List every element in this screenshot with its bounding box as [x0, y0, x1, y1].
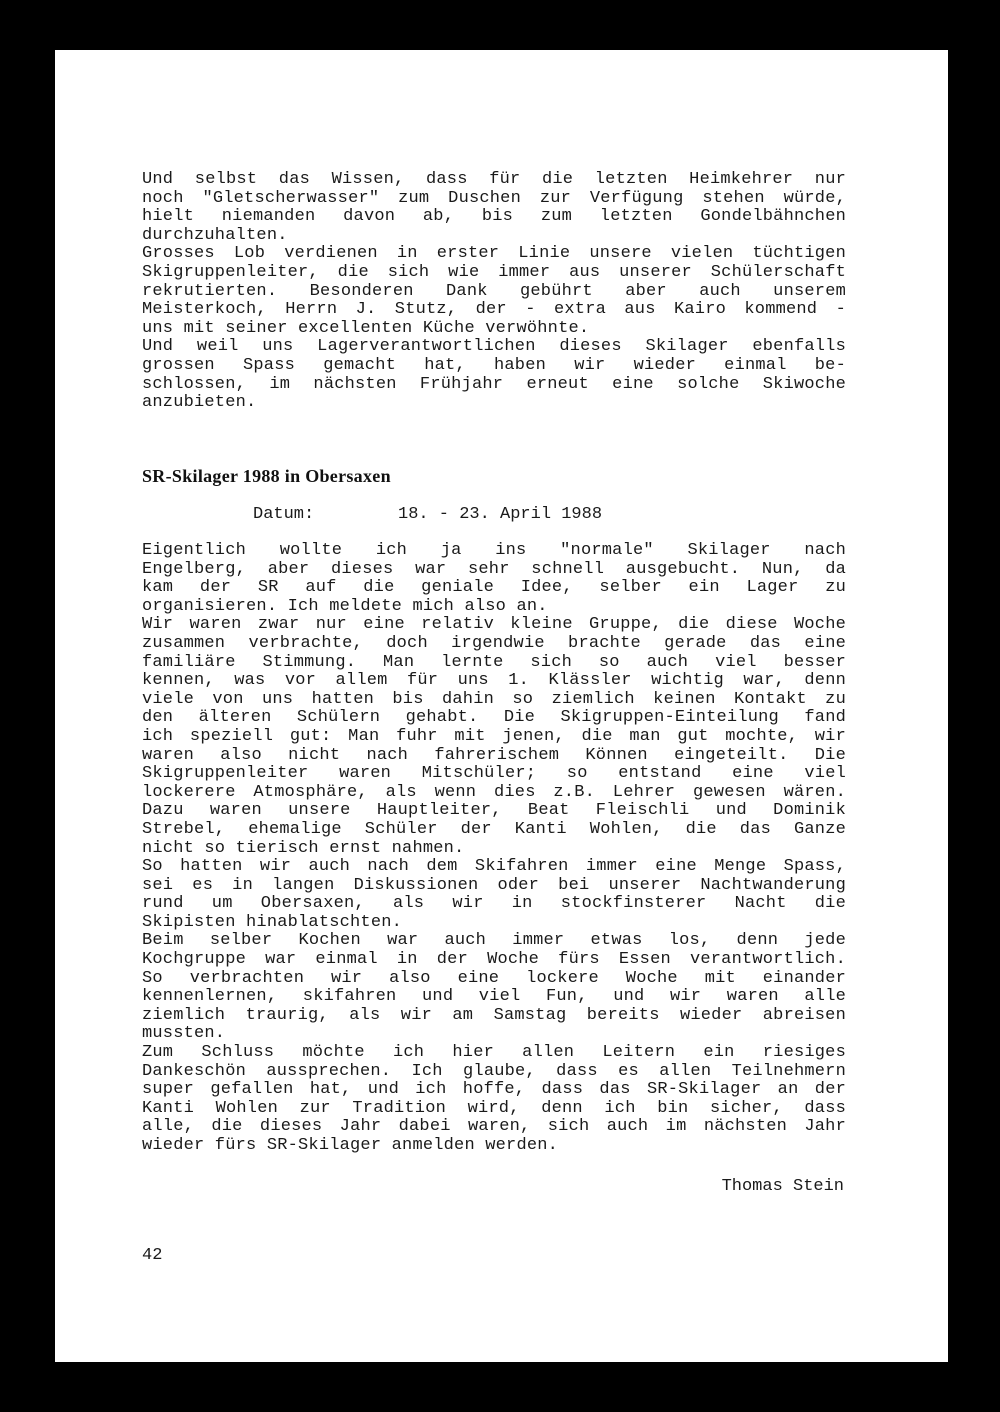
text-line: durchzuhalten.: [142, 226, 288, 245]
text-line: uns mit seiner excellenten Küche verwöhnte.: [142, 319, 590, 338]
text-line: familiäre Stimmung. Man lernte sich so auch viel besser: [142, 653, 846, 672]
text-line: nicht so tierisch ernst nahmen.: [142, 839, 465, 858]
text-line: Kanti Wohlen zur Tradition wird, denn ich bin sicher, dass: [142, 1099, 846, 1118]
text-line: wieder fürs SR-Skilager anmelden werden.: [142, 1137, 559, 1155]
section-heading: SR-Skilager 1988 in Obersaxen: [142, 466, 391, 486]
text-line: So verbrachten wir also eine lockere Woche mit einander: [142, 969, 846, 988]
text-line: waren also nicht nach fahrerischem Können eingeteilt. Die: [142, 746, 846, 765]
date-label: Datum:: [253, 505, 315, 524]
text-line: super gefallen hat, und ich hoffe, dass das SR-Skilager an der: [142, 1081, 846, 1100]
text-line: mussten.: [142, 1025, 226, 1044]
report-body: [142, 542, 846, 1156]
text-line: hielt niemanden davon ab, bis zum letzten Gondelbähnchen: [142, 208, 846, 227]
text-line: Beim selber Kochen war auch immer etwas los, denn jede: [142, 932, 846, 951]
text-line: Kochgruppe war einmal in der Woche fürs Essen verantwortlich.: [142, 951, 846, 970]
author-signature: Thomas Stein: [721, 1177, 844, 1196]
text-line: sei es in langen Diskussionen oder bei unserer Nachtwanderung: [142, 876, 846, 895]
text-line: Meisterkoch, Herrn J. Stutz, der - extra aus Kairo kommend -: [142, 301, 846, 320]
text-line: Dazu waren unsere Hauptleiter, Beat Fleischli und Dominik: [142, 802, 846, 821]
text-line: alle, die dieses Jahr dabei waren, sich auch im nächsten Jahr: [142, 1118, 846, 1137]
text-line: kennenlernen, skifahren und viel Fun, und wir waren alle: [142, 988, 846, 1007]
text-line: Strebel, ehemalige Schüler der Kanti Wohlen, die das Ganze: [142, 820, 846, 839]
text-line: Eigentlich wollte ich ja ins "normale" Skilager nach: [142, 542, 846, 560]
text-line: Zum Schluss möchte ich hier allen Leitern ein riesiges: [142, 1044, 846, 1063]
document-page: [55, 50, 948, 1362]
text-line: Und weil uns Lagerverantwortlichen dieses Skilager ebenfalls: [142, 338, 846, 357]
text-line: So hatten wir auch nach dem Skifahren immer eine Menge Spass,: [142, 858, 846, 877]
text-line: organisieren. Ich meldete mich also an.: [142, 597, 548, 616]
date-value: 18. - 23. April 1988: [398, 505, 603, 524]
text-line: Skipisten hinablatschten.: [142, 913, 403, 932]
page-number: 42: [142, 1246, 163, 1265]
text-line: lockerere Atmosphäre, als wenn dies z.B. Lehrer gewesen wären.: [142, 783, 846, 802]
text-line: kam der SR auf die geniale Idee, selber ein Lager zu: [142, 579, 846, 598]
text-line: rund um Obersaxen, als wir in stockfinsterer Nacht die: [142, 895, 846, 914]
text-line: Skigruppenleiter, die sich wie immer aus unserer Schülerschaft: [142, 263, 846, 282]
text-line: Und selbst das Wissen, dass für die letzten Heimkehrer nur: [142, 171, 846, 189]
text-line: grossen Spass gemacht hat, haben wir wieder einmal be-: [142, 356, 846, 375]
text-line: viele von uns hatten bis dahin so ziemlich keinen Kontakt zu: [142, 690, 846, 709]
text-line: Engelberg, aber dieses war sehr schnell ausgebucht. Nun, da: [142, 560, 846, 579]
text-line: rekrutierten. Besonderen Dank gebührt aber auch unserem: [142, 282, 846, 301]
text-line: ziemlich traurig, als wir am Samstag bereits wieder abreisen: [142, 1006, 846, 1025]
text-line: kennen, was vor allem für uns 1. Klässler wichtig war, denn: [142, 672, 846, 691]
text-line: schlossen, im nächsten Frühjahr erneut eine solche Skiwoche: [142, 375, 846, 394]
text-line: noch "Gletscherwasser" zum Duschen zur Verfügung stehen würde,: [142, 189, 846, 208]
text-line: Dankeschön aussprechen. Ich glaube, dass es allen Teilnehmern: [142, 1062, 846, 1081]
text-line: anzubieten.: [142, 394, 257, 413]
intro-paragraphs: [142, 171, 846, 413]
text-line: den älteren Schülern gehabt. Die Skigruppen-Einteilung fand: [142, 709, 846, 728]
text-line: Grosses Lob verdienen in erster Linie unsere vielen tüchtigen: [142, 245, 846, 264]
text-line: Wir waren zwar nur eine relativ kleine Gruppe, die diese Woche: [142, 616, 846, 635]
date-row: [253, 505, 603, 524]
text-line: Skigruppenleiter waren Mitschüler; so entstand eine viel: [142, 765, 846, 784]
text-line: zusammen verbrachte, doch irgendwie brachte gerade das eine: [142, 634, 846, 653]
text-line: ich speziell gut: Man fuhr mit jenen, die man gut mochte, wir: [142, 727, 846, 746]
